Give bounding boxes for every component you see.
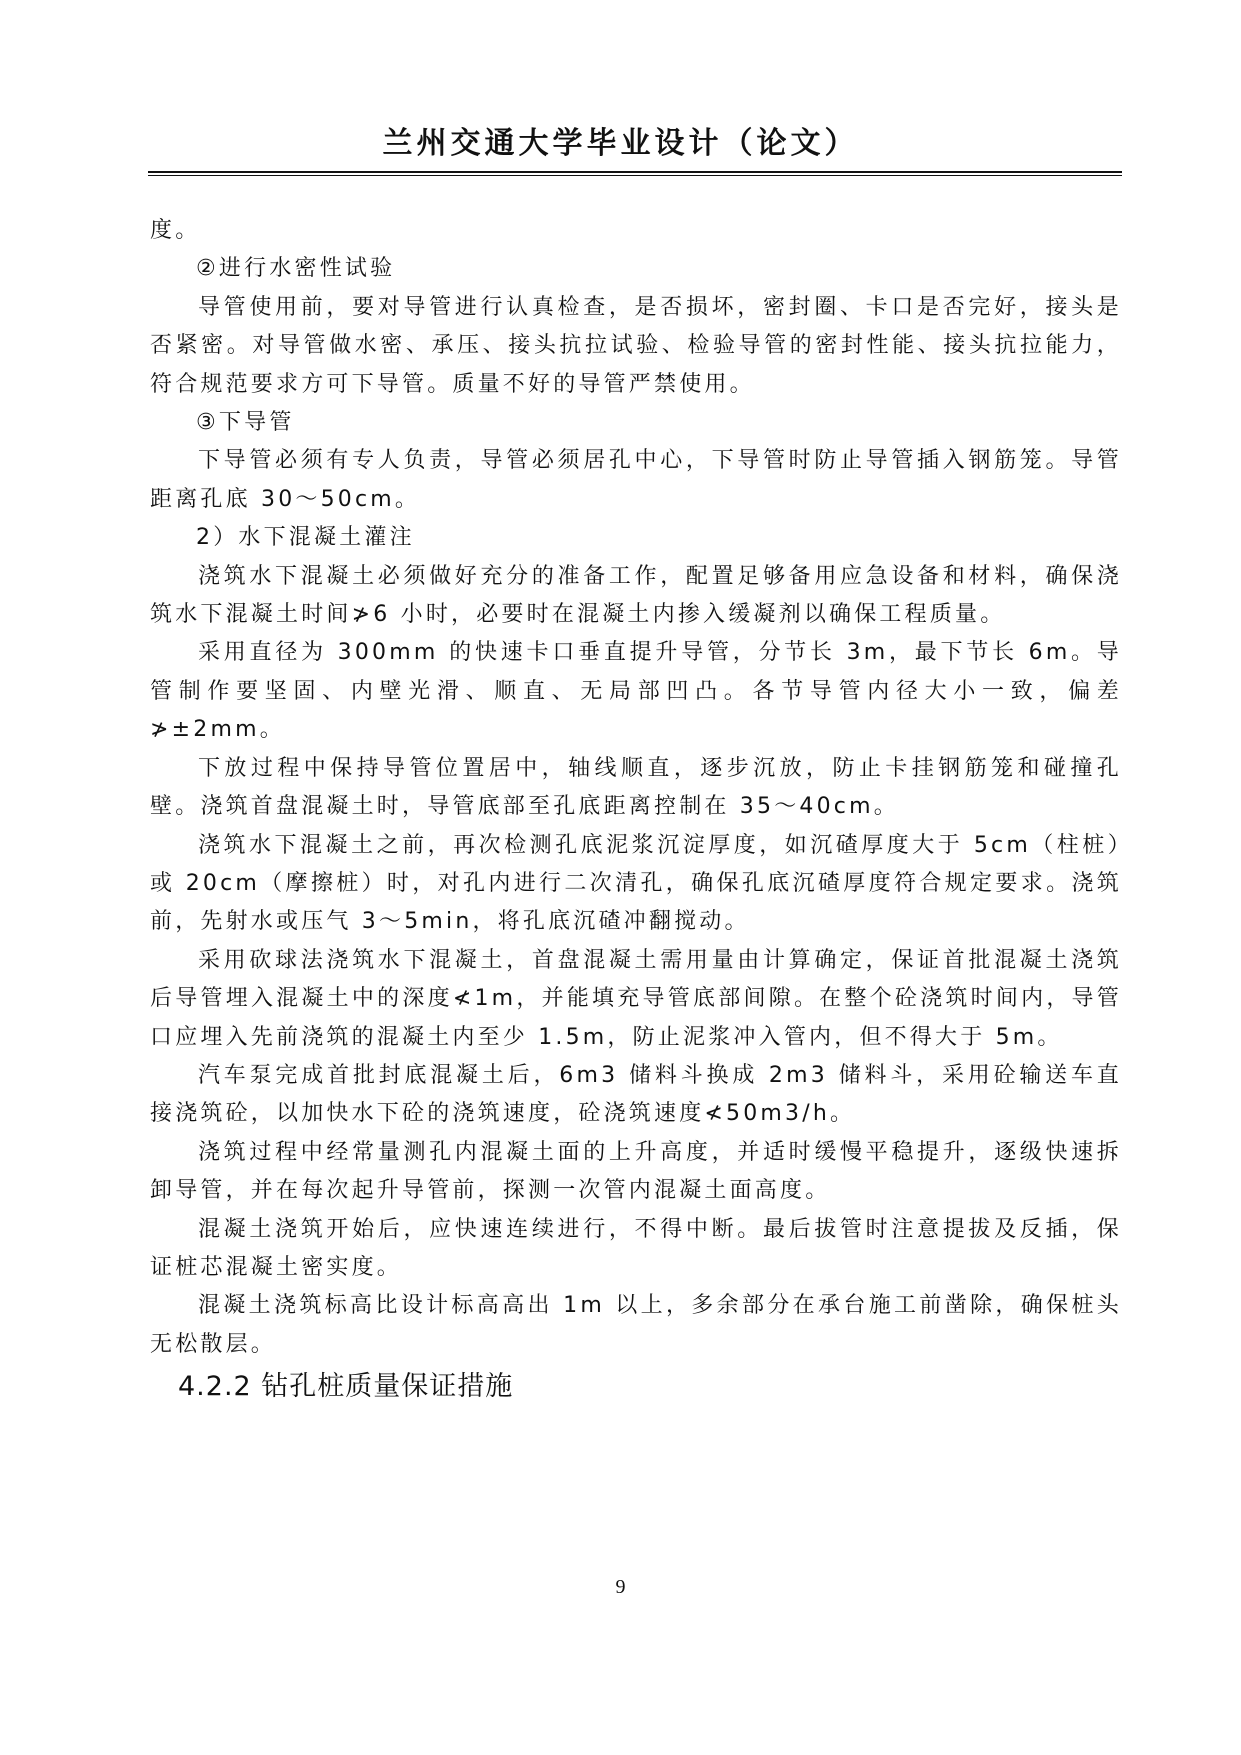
body-text [150,212,1122,1410]
paragraph: 浇筑水下混凝土必须做好充分的准备工作，配置足够备用应急设备和材料，确保浇筑水下混凝土时间≯6 小时，必要时在混凝土内掺入缓凝剂以确保工程质量。 [150,563,1122,628]
header-rule-thin [148,175,1122,176]
paragraph: 下导管必须有专人负责，导管必须居孔中心，下导管时防止导管插入钢筋笼。导管距离孔底 30～50cm。 [150,448,1122,512]
paragraph: 采用直径为 300mm 的快速卡口垂直提升导管，分节长 3m，最下节长 6m。导管制作要坚固、内壁光滑、顺直、无局部凹凸。各节导管内径大小一致，偏差≯±2mm。 [150,640,1122,743]
subheading-underwater-concrete: 2）水下混凝土灌注 [196,525,415,551]
paragraph-continuation: 度。 [150,218,201,243]
header-rule [148,171,1122,173]
paragraph: 下放过程中保持导管位置居中，轴线顺直，逐步沉放，防止卡挂钢筋笼和碰撞孔壁。浇筑首盘混凝土时，导管底部至孔底距离控制在 35～40cm。 [150,755,1122,820]
subheading-lower-pipe: ③下导管 [196,410,295,436]
paragraph: 混凝土浇筑开始后，应快速连续进行，不得中断。最后拔管时注意提拔及反插，保证桩芯混凝土密实度。 [150,1216,1122,1280]
section-heading: 4.2.2 钻孔桩质量保证措施 [178,1371,514,1403]
paragraph: 浇筑过程中经常量测孔内混凝土面的上升高度，并适时缓慢平稳提升，逐级快速拆卸导管，并在每次起升导管前，探测一次管内混凝土面高度。 [150,1139,1122,1204]
paragraph: 混凝土浇筑标高比设计标高高出 1m 以上，多余部分在承台施工前凿除，确保桩头无松散层。 [150,1293,1122,1357]
page-number: 9 [615,1576,626,1598]
paragraph: 浇筑水下混凝土之前，再次检测孔底泥浆沉淀厚度，如沉碴厚度大于 5cm（柱桩）或 20cm（摩擦桩）时，对孔内进行二次清孔，确保孔底沉碴厚度符合规定要求。浇筑前，先射水或压气 3～5min，将孔底沉碴冲翻搅动。 [150,832,1122,935]
subheading-watertightness-test: ②进行水密性试验 [196,256,396,282]
paragraph: 汽车泵完成首批封底混凝土后，6m3 储料斗换成 2m3 储料斗，采用砼输送车直接浇筑砼，以加快水下砼的浇筑速度，砼浇筑速度≮50m3/h。 [150,1062,1122,1127]
paragraph: 采用砍球法浇筑水下混凝土，首盘混凝土需用量由计算确定，保证首批混凝土浇筑后导管埋入混凝土中的深度≮1m，并能填充导管底部间隙。在整个砼浇筑时间内，导管口应埋入先前浇筑的混凝土内至少 1.5m，防止泥浆冲入管内，但不得大于 5m。 [150,947,1122,1050]
paragraph: 导管使用前，要对导管进行认真检查，是否损坏，密封圈、卡口是否完好，接头是否紧密。对导管做水密、承压、接头抗拉试验、检验导管的密封性能、接头抗拉能力，符合规范要求方可下导管。质量不好的导管严禁使用。 [150,294,1122,397]
page-header-title: 兰州交通大学毕业设计（论文） [382,126,859,161]
